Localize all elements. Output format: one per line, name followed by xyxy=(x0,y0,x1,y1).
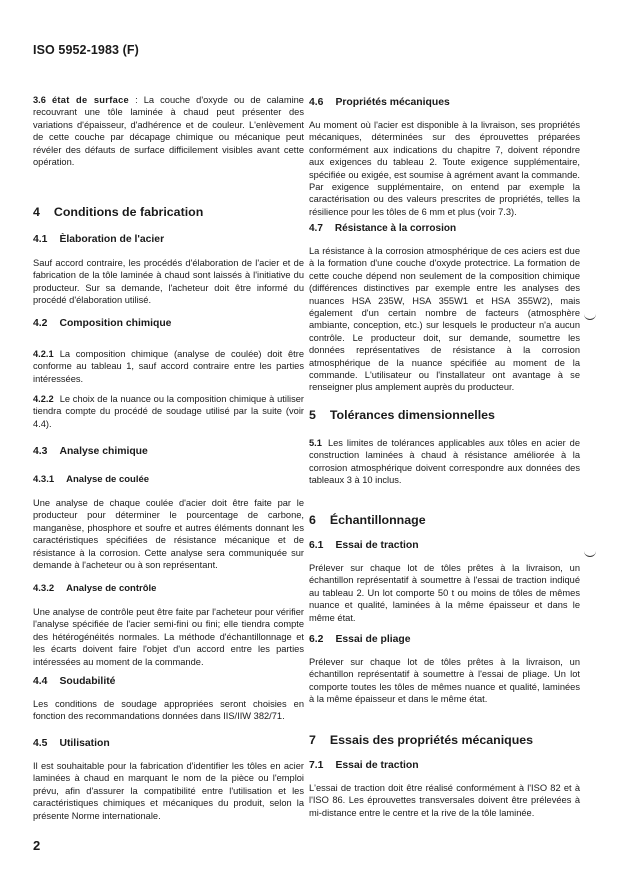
section-5-heading: 5 Tolérances dimensionnelles xyxy=(309,408,495,422)
clause-4-6: 4.6 Propriétés mécaniques Au moment où l'acier est disponible à la livraison, ses propriétés mécaniques, déterminées sur des éprouvettes préparées conformément aux indications du chapitre 7, doivent répondre aux exigences du tableau 2. Toute exigence supplémentaire, spécifiée ou exigée, est soumise à agrément avant la commande. Par exigence supplémentaire, on entend par exemple la caractérisation ou des valeurs prescrites de propriétés, telles la résilience pour les tôles de 6 mm et plus (voir 7.3). xyxy=(309,97,580,217)
clause-4-1: 4.1 Èlaboration de l'acier Sauf accord contraire, les procédés d'élaboration de l'acier et de fabrication de la tôle laminée à chaud sont laissés à l'initiative du producteur. Sur sa demande, l'acheteur doit être informé du procédé d'élaboration utilisé. xyxy=(33,234,304,306)
clause-4-2-1: 4.2.1 La composition chimique (analyse de coulée) doit être conforme au tableau 1, sauf accord contraire entre les parties intéressées. xyxy=(33,349,304,384)
clause-5-1: 5.1 Les limites de tolérances applicables aux tôles en acier de construction laminées à chaud à résistance améliorée à la corrosion atmosphérique doivent correspondre aux données des tableaux 3 à 10 inclus. xyxy=(309,438,580,486)
clause-3-6: 3.6 état de surface : La couche d'oxyde ou de calamine recouvrant une tôle laminée à chaud peut présenter des variations d'épaisseur, d'adhérence et de couleur. L'enlèvement de cette couche par décapage chimique ou mécanique peut révéler des défauts de surface difficilement visibles avant cette opération. xyxy=(33,95,304,168)
section-7-heading: 7 Essais des propriétés mécaniques xyxy=(309,733,534,747)
clause-4-2: 4.2 Composition chimique xyxy=(33,318,172,329)
clause-7-1: 7.1 Essai de traction L'essai de traction doit être réalisé conformément à l'ISO 82 et à l'ISO 86. Les éprouvettes transversales doivent être prélevées à mi-distance entre le centre et la rive de la tôle laminée. xyxy=(309,760,580,818)
clause-6-1: 6.1 Essai de traction Prélever sur chaque lot de tôles prêtes à la livraison, un échantillon représentatif à soumettre à l'essai de traction indiqué au tableau 2. Un lot comporte 50 t ou moins de tôles de mêmes nuance et qualité, laminées à la même épaisseur et dans le même état. xyxy=(309,540,580,623)
clause-4-5: 4.5 Utilisation Il est souhaitable pour la fabrication d'identifier les tôles en acier laminées à chaud en marquant le nom de la pièce ou l'emploi prévu, afin d'assurer la compatibilité entre l'utilisation et les caractéristiques chimiques et mécaniques du produit, selon la présente Norme internationale. xyxy=(33,738,304,821)
clause-4-3: 4.3 Analyse chimique xyxy=(33,446,148,457)
page-number: 2 xyxy=(33,838,41,853)
margin-mark xyxy=(584,551,596,557)
clause-6-2: 6.2 Essai de pliage Prélever sur chaque lot de tôles prêtes à la livraison, un échantillon représentatif à soumettre à l'essai de pliage. Un lot comporte toutes les tôles de mêmes nuance et qualité, laminées à la même épaisseur et dans le même état. xyxy=(309,634,580,705)
section-6-heading: 6 Échantillonnage xyxy=(309,513,426,527)
section-4-heading: 4 Conditions de fabrication xyxy=(33,205,204,219)
clause-4-3-2: 4.3.2 Analyse de contrôle Une analyse de contrôle peut être faite par l'acheteur pour vérifier l'analyse spécifiée de l'acier semi-fini ou fini; elle tiendra compte des hétérogénéités normales. La méthode d'échantillonnage et les écarts doivent faire l'objet d'un accord entre les parties intéressées au moment de la commande. xyxy=(33,583,304,667)
left-column xyxy=(33,94,304,168)
clause-4-2-2: 4.2.2 Le choix de la nuance ou la composition chimique à utiliser tiendra compte du procédé de soudage utilisé par la suite (voir 4.4). xyxy=(33,394,304,429)
clause-4-7: 4.7 Résistance à la corrosion La résistance à la corrosion atmosphérique de ces aciers est due à la formation d'une couche d'oxyde protectrice. La formation de cette couche dépend non seulement de la composition chimique (différences distinctives par exemple entre les analyses des nuances HSA 235W, HSA 355W1 et HSA 355W2), mais également d'un certain nombre de facteurs (atmosphère ambiante, conception, etc.) sur lesquels le producteur n'a aucun contrôle. Le producteur doit, sur demande, soumettre les données représentatives de résistance à la corrosion atmosphérique de la nuance spécifiée au moment de la commande. L'utilisateur ou l'installateur ont avantage à se renseigner plus amplement auprès du producteur. xyxy=(309,223,580,393)
clause-4-4: 4.4 Soudabilité Les conditions de soudage appropriées seront choisies en fonction des recommandations données dans IIS/IIW 382/71. xyxy=(33,676,304,722)
clause-4-3-1: 4.3.1 Analyse de coulée Une analyse de chaque coulée d'acier doit être faite par le producteur pour déterminer le pourcentage de carbone, manganèse, phosphore et soufre et autres éléments donnant les caractéristiques spécifiées de résistance mécanique et de résistance à la corrosion. Cette analyse sera communiquée sur demande à l'acheteur ou à son représentant. xyxy=(33,474,304,571)
document-id: ISO 5952-1983 (F) xyxy=(33,43,139,57)
margin-mark xyxy=(584,314,596,320)
